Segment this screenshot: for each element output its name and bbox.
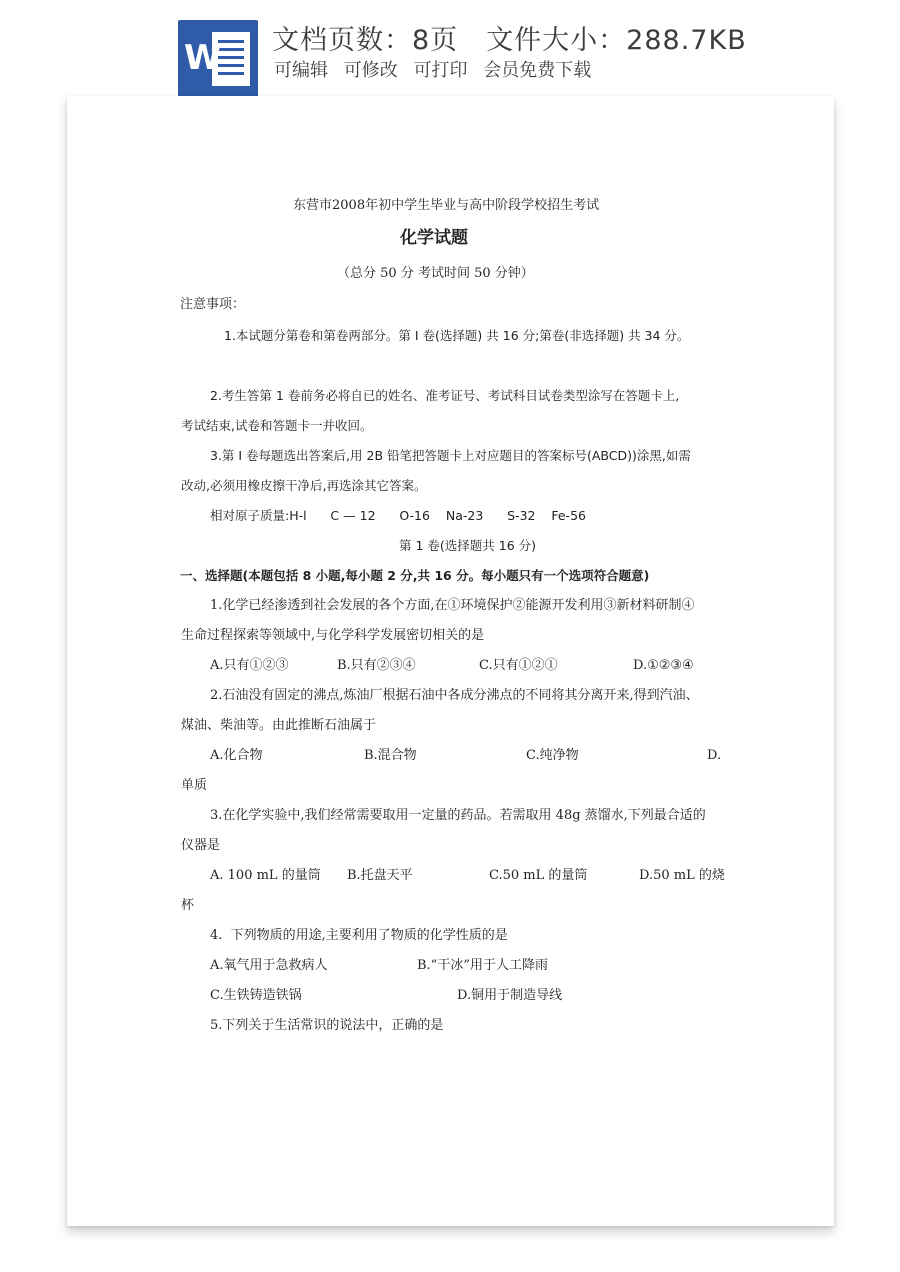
q3-option-b: B.托盘天平 (347, 868, 413, 883)
q3-option-a: A. 100 mL 的量筒 (210, 868, 321, 883)
document-page (67, 96, 834, 1226)
part1-title: 一、选择题(本题包括 8 小题,每小题 2 分,共 16 分。每小题只有一个选项符合题意) (180, 568, 650, 583)
notice-3-line2: 改动,必须用橡皮擦干净后,再选涂其它答案。 (181, 478, 427, 493)
q2-line1: 2.石油没有固定的沸点,炼油厂根据石油中各成分沸点的不同将其分离开来,得到汽油、 (210, 688, 699, 703)
exam-subtitle: （总分 50 分 考试时间 50 分钟） (337, 266, 534, 281)
q4-line1: 4. 下列物质的用途,主要利用了物质的化学性质的是 (210, 928, 508, 943)
q4-option-c: C.生铁铸造铁锅 (210, 988, 302, 1003)
download-banner (0, 0, 900, 100)
q1-option-b: B.只有②③④ (337, 658, 416, 673)
notice-label: 注意事项： (180, 297, 246, 312)
feature-printable: 可打印 (413, 60, 468, 81)
q1-line1: 1.化学已经渗透到社会发展的各个方面,在①环境保护②能源开发利用③新材料研制④ (210, 598, 695, 613)
section-title: 第 1 卷(选择题共 16 分) (399, 538, 537, 553)
atomic-mass: 相对原子质量:H-l C — 12 O-16 Na-23 S-32 Fe-56 (210, 508, 586, 523)
feature-editable: 可编辑 (274, 60, 328, 81)
q3-line1: 3.在化学实验中,我们经常需要取用一定量的药品。若需取用 48g 蒸馏水,下列最合适的 (210, 808, 706, 823)
feature-member-download: 会员免费下载 (483, 60, 592, 81)
q3-option-d: D.50 mL 的烧 (639, 868, 725, 883)
notice-2-line1: 2.考生答第 1 卷前务必将自已的姓名、准考证号、考试科目试卷类型涂写在答题卡上, (210, 388, 680, 403)
q3-option-c: C.50 mL 的量筒 (489, 868, 588, 883)
notice-1: 1.本试题分第卷和第卷两部分。第 I 卷(选择题) 共 16 分;第卷(非选择题) 共 34 分。 (224, 328, 690, 343)
q1-option-d: D.①②③④ (633, 658, 694, 673)
feature-list (274, 56, 601, 82)
q2-option-b: B.混合物 (364, 748, 417, 763)
word-document-icon (178, 20, 258, 98)
q3-line2: 仪器是 (181, 838, 221, 853)
file-info (272, 18, 747, 57)
q2-option-a: A.化合物 (210, 748, 263, 763)
q5-line1: 5.下列关于生活常识的说法中，正确的是 (210, 1018, 444, 1033)
q1-option-c: C.只有①②① (479, 658, 558, 673)
file-size: 文件大小：288.7KB (486, 25, 747, 56)
exam-title: 化学试题 (400, 228, 468, 248)
notice-2-line2: 考试结束,试卷和答题卡一并收回。 (181, 418, 373, 433)
notice-3-line1: 3.第 I 卷每题选出答案后,用 2B 铅笔把答题卡上对应题目的答案标号(ABCD))涂黑,如需 (210, 448, 691, 463)
q2-option-d: D. (707, 748, 722, 763)
icon-letter: W (184, 38, 222, 78)
q1-option-a: A.只有①②③ (210, 658, 289, 673)
q2-wrap: 单质 (181, 778, 208, 793)
q4-option-d: D.铜用于制造导线 (457, 988, 563, 1003)
q4-option-a: A.氧气用于急救病人 (210, 958, 328, 973)
q3-wrap: 杯 (181, 898, 195, 913)
q4-option-b: B.“干冰”用于人工降雨 (417, 958, 548, 973)
exam-header: 东营市2008年初中学生毕业与高中阶段学校招生考试 (293, 198, 600, 213)
page-count: 文档页数：8页 (272, 25, 459, 56)
q2-line2: 煤油、柴油等。由此推断石油属于 (181, 718, 377, 733)
q1-line2: 生命过程探索等领域中,与化学科学发展密切相关的是 (181, 628, 485, 643)
q2-option-c: C.纯净物 (526, 748, 579, 763)
feature-modifiable: 可修改 (343, 60, 398, 81)
